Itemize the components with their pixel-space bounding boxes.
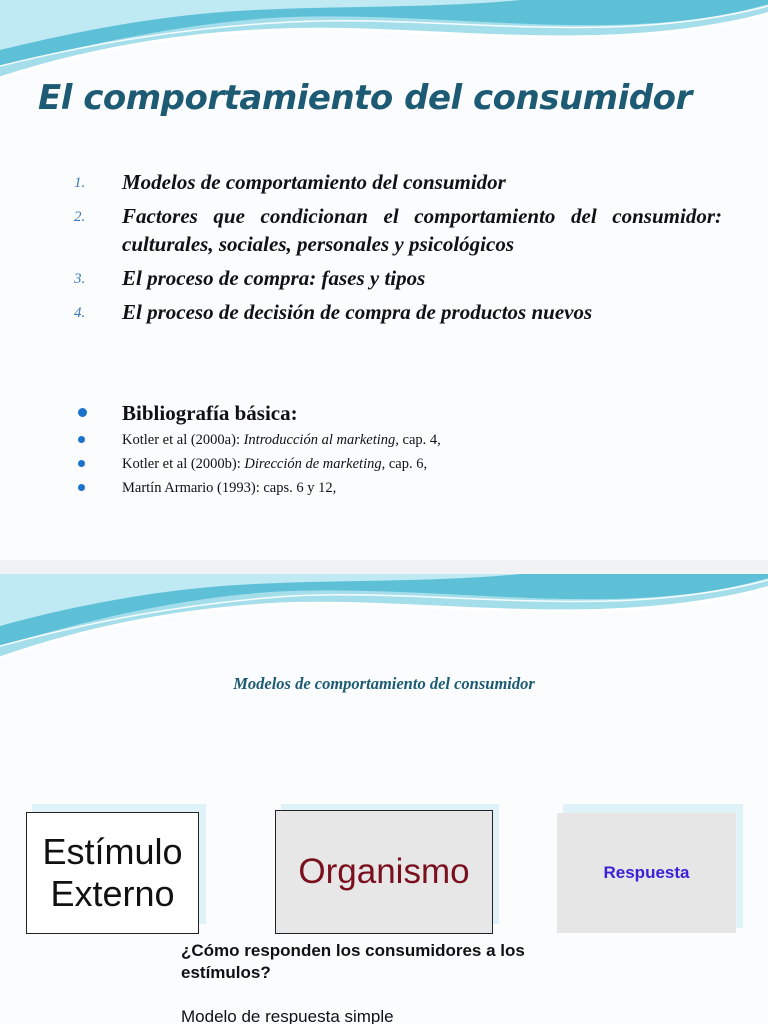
reference-author: Martín Armario (1993): caps. 6 y 12, <box>122 480 337 496</box>
wave-header-decoration <box>0 574 768 664</box>
model-description <box>181 940 561 1024</box>
bibliography <box>76 398 716 500</box>
topic-item <box>74 202 722 258</box>
model-name: Modelo de respuesta simple <box>181 1007 394 1024</box>
bullet-icon <box>78 408 87 417</box>
slide-subtitle: Modelos de comportamiento del consumidor <box>233 674 535 693</box>
topic-number: 3. <box>74 271 86 287</box>
organismo-box: Organismo <box>275 810 493 934</box>
bullet-icon <box>78 484 85 491</box>
topic-text: El proceso de compra: fases y tipos <box>122 266 426 290</box>
bibliography-heading-row <box>76 398 716 428</box>
question-text: ¿Cómo responden los consumidores a los estímulos? <box>181 941 525 982</box>
respuesta-box: Respuesta <box>557 813 736 933</box>
topic-text: Factores que condicionan el comportamiento del consumidor: culturales, sociales, personales y psicológicos <box>122 204 722 256</box>
topic-number: 4. <box>74 305 86 321</box>
bullet-icon <box>78 436 85 443</box>
slide-2 <box>0 574 768 1024</box>
topic-number: 1. <box>74 175 86 191</box>
reference-author: Kotler et al (2000a): <box>122 432 244 448</box>
topic-number: 2. <box>74 209 86 225</box>
topics-list <box>74 168 722 332</box>
reference-author: Kotler et al (2000b): <box>122 456 245 472</box>
bullet-icon <box>78 460 85 467</box>
topic-item <box>74 168 722 196</box>
reference-detail: , cap. 6, <box>381 456 428 472</box>
reference-item <box>76 428 716 452</box>
bibliography-heading: Bibliografía básica: <box>122 401 298 425</box>
reference-item <box>76 476 716 500</box>
reference-title: Introducción al marketing <box>243 432 396 448</box>
topic-item <box>74 264 722 292</box>
topic-text: Modelos de comportamiento del consumidor <box>122 170 506 194</box>
reference-title: Dirección de marketing <box>244 456 382 472</box>
topic-item <box>74 298 722 326</box>
slide-separator <box>0 560 768 574</box>
reference-detail: , cap. 4, <box>395 432 441 448</box>
wave-header-decoration <box>0 0 768 90</box>
topic-text: El proceso de decisión de compra de productos nuevos <box>122 300 593 324</box>
estimulo-externo-box: Estímulo Externo <box>26 812 199 934</box>
slide-title: El comportamiento del consumidor <box>38 78 692 118</box>
reference-item <box>76 452 716 476</box>
